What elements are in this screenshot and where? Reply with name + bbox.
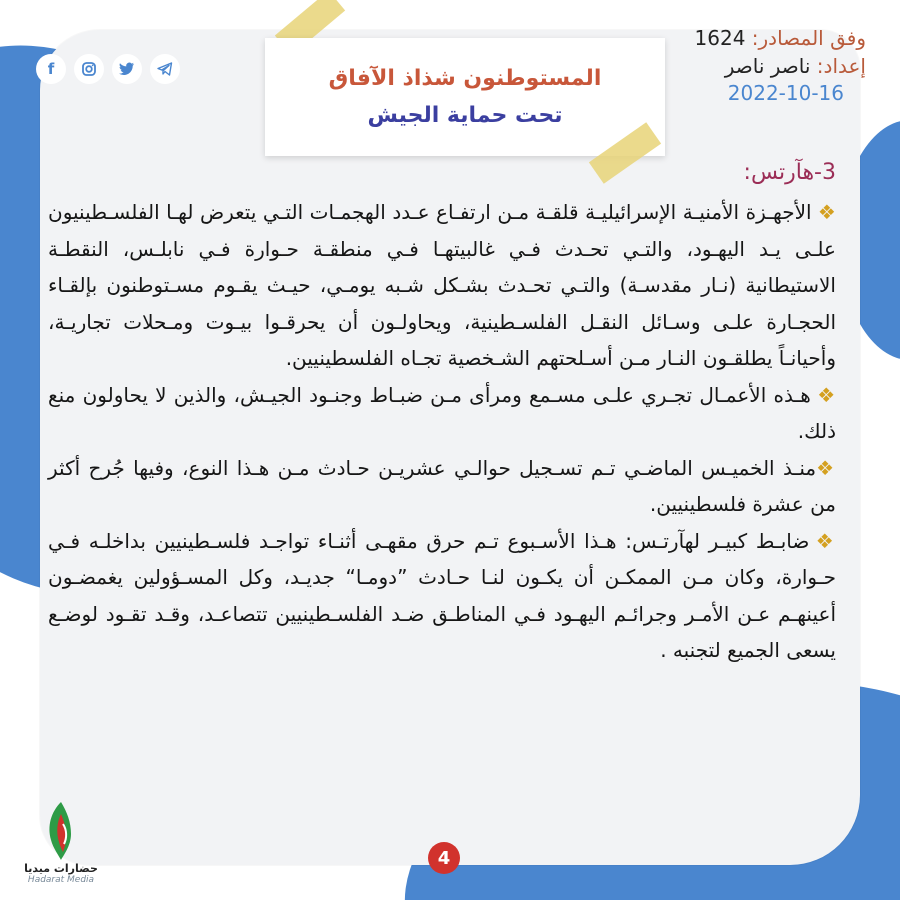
article-body xyxy=(48,194,836,669)
diamond-bullet-icon: ❖ xyxy=(815,528,836,553)
article-meta xyxy=(695,24,866,106)
diamond-bullet-icon: ❖ xyxy=(816,455,836,480)
hadarat-logo-icon xyxy=(41,800,81,862)
paragraph xyxy=(48,377,836,450)
telegram-icon[interactable] xyxy=(150,54,180,84)
paragraph xyxy=(48,194,836,377)
brand-name-ar: حضارات ميديا xyxy=(24,862,98,875)
author-value: ناصر ناصر xyxy=(724,54,811,78)
facebook-icon[interactable]: f xyxy=(36,54,66,84)
paragraph-text: هـذه الأعمـال تجـري علـى مسـمع ومرأى مـن ضبـاط وجنـود الجيـش، والذين لا يحاولون منع ذلك. xyxy=(48,382,836,443)
paragraph-text: الأجهـزة الأمنيـة الإسرائيليـة قلقـة مـن ارتفـاع عـدد الهجمـات التـي يتعرض لهـا الفلسـطينيون علـى يـد اليهـود، والتـي تحـدث فـي غالبيتهـا فـي منطقـة حـوارة فـي نابلـس، النقطـة الاستيطانية (نـار مقدسـة) والتـي تحـدث بشـكل شـبه يومـي، حيـث يقـوم مسـتوطنون بإلقـاء الحجـارة علـى وسـائل النقـل الفلسـطينية، ويحاولـون أن يحرقـوا بيـوت ومـحلات تجاريـة، وأحيانـاً يطلقـون النـار مـن أسـلحتهم الشـخصية تجـاه الفلسطينيين. xyxy=(48,200,836,370)
diamond-bullet-icon: ❖ xyxy=(817,200,836,224)
title-card xyxy=(265,38,665,156)
headline-line2: تحت حماية الجيش xyxy=(367,103,563,128)
paragraph-text: ضابـط كبيـر لهآرتـس: هـذا الأسـبوع تـم حرق مقهـى أثنـاء تواجـد فلسـطينيين بداخلـه فـي حـوارة، وكان مـن الممكـن أن يكـون لنـا حـادث ”دومـا“ جديـد، وكل المسـؤولين يغمضـون أعينهـم عـن الأمـر وجرائـم اليهـود فـي المناطـق ضـد الفلسـطينيين تتصاعـد، وقـد تقـود لوضـع يسعى الجميع لتجنبه . xyxy=(48,528,836,662)
source-label: وفق المصادر: xyxy=(751,26,866,50)
headline-line1: المستوطنون شذاذ الآفاق xyxy=(328,66,602,91)
section-heading: 3-هآرتس: xyxy=(743,160,836,185)
source-value: 1624 xyxy=(694,26,746,50)
paragraph-text: منـذ الخميـس الماضـي تـم تسـجيل حوالـي عشريـن حـادث مـن هـذا النوع، وفيها جُرح أكثر من عشرة فلسطينيين. xyxy=(48,455,836,516)
brand-logo xyxy=(6,800,116,885)
social-links xyxy=(36,54,180,84)
paragraph xyxy=(48,523,836,669)
author-label: إعداد: xyxy=(816,54,866,78)
diamond-bullet-icon: ❖ xyxy=(817,382,836,407)
twitter-icon[interactable] xyxy=(112,54,142,84)
paragraph xyxy=(48,450,836,523)
page-number-badge: 4 xyxy=(428,842,460,874)
source-row xyxy=(695,24,866,52)
brand-name-en: Hadarat Media xyxy=(27,875,95,885)
instagram-icon[interactable] xyxy=(74,54,104,84)
author-row xyxy=(695,52,866,80)
publish-date: 2022-10-16 xyxy=(727,81,844,105)
